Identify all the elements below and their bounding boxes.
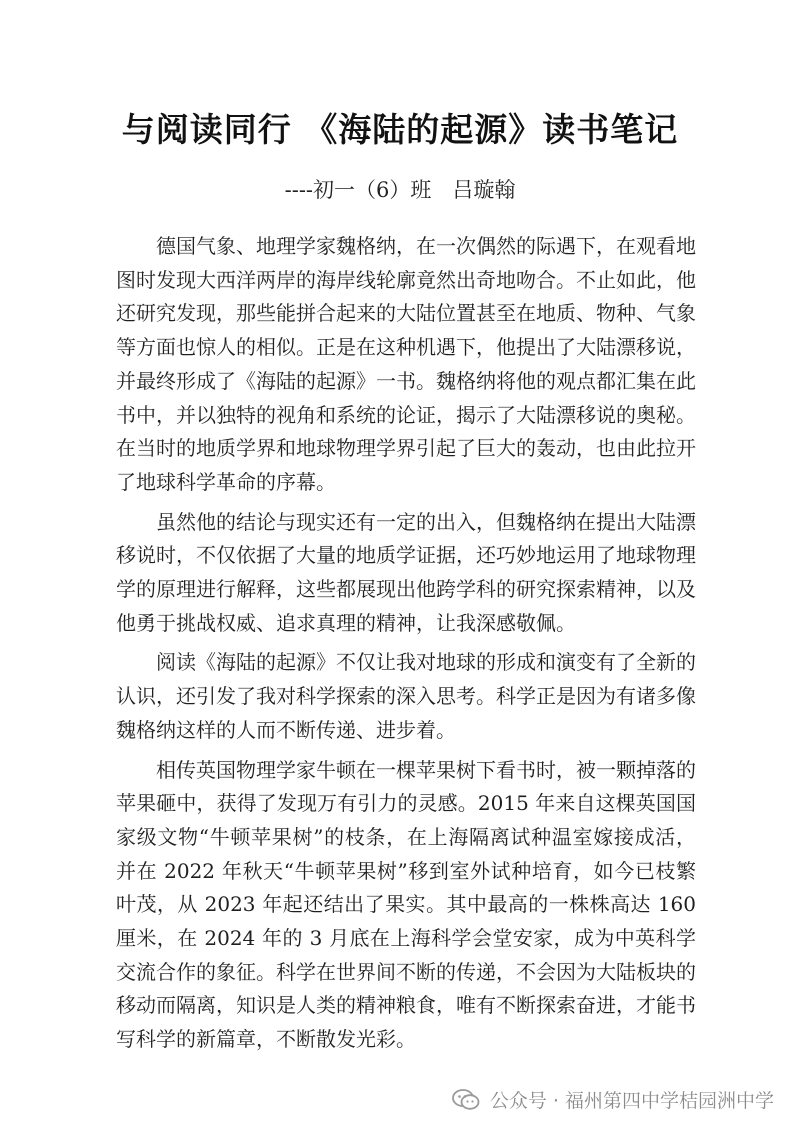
author-byline: ----初一（6）班 吕璇翰: [284, 178, 516, 202]
document-title: 与阅读同行 《海陆的起源》读书笔记: [121, 110, 679, 149]
paragraph-3: 阅读《海陆的起源》不仅让我对地球的形成和演变有了全新的认识，还引发了我对科学探索的深入思考。科学正是因为有诸多像魏格纳这样的人而不断传递、进步着。: [116, 650, 696, 742]
paragraph-4: 相传英国物理学家牛顿在一棵苹果树下看书时，被一颗掉落的苹果砸中，获得了发现万有引力的灵感。2015 年来自这棵英国国家级文物“牛顿苹果树”的枝条，在上海隔离试种温室嫁接成活，并在 2022 年秋天“牛顿苹果树”移到室外试种培育，如今已枝繁叶茂，从 2023 年起还结出了果实。其中最高的一株株高达 160 厘米，在 2024 年的 3 月底在上海科学会堂安家，成为中英科学交流合作的象征。科学在世界间不断的传递，不会因为大陆板块的移动而隔离，知识是人类的精神粮食，唯有不断探索奋进，才能书写科学的新篇章，不断散发光彩。: [116, 757, 696, 1052]
wechat-icon: [452, 1088, 480, 1112]
watermark-text: 公众号 · 福州第四中学桔园洲中学: [489, 1090, 774, 1112]
paragraph-1: 德国气象、地理学家魏格纳，在一次偶然的际遇下，在观看地图时发现大西洋两岸的海岸线轮廓竟然出奇地吻合。不止如此，他还研究发现，那些能拼合起来的大陆位置甚至在地质、物种、气象等方面也惊人的相似。正是在这种机遇下，他提出了大陆漂移说，并最终形成了《海陆的起源》一书。魏格纳将他的观点都汇集在此书中，并以独特的视角和系统的论证，揭示了大陆漂移说的奥秘。在当时的地质学界和地球物理学界引起了巨大的轰动，也由此拉开了地球科学革命的序幕。: [116, 234, 696, 494]
document-body: [116, 230, 696, 1063]
watermark-footer: [452, 1086, 774, 1113]
paragraph-2: 虽然他的结论与现实还有一定的出入，但魏格纳在提出大陆漂移说时，不仅依据了大量的地质学证据，还巧妙地运用了地球物理学的原理进行解释，这些都展现出他跨学科的研究探索精神，以及他勇于挑战权威、追求真理的精神，让我深感敬佩。: [116, 509, 696, 635]
